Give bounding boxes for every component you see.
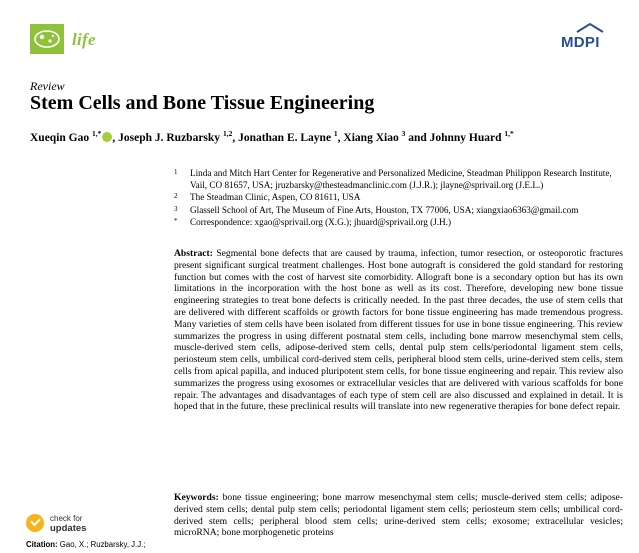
article-title: Stem Cells and Bone Tissue Engineering [30,92,375,114]
keywords [174,492,623,539]
affiliation-text: Correspondence: xgao@sprivail.org (X.G.); jhuard@sprivail.org (J.H.) [190,217,452,228]
author-affiliation-mark: 1,* [504,129,514,138]
affiliation-mark: 1 [174,168,178,176]
affiliations [174,168,624,230]
author-separator: , [112,131,119,144]
cell-glyph [30,24,64,54]
affiliation-text: The Steadman Clinic, Aspen, CO 81611, USA [190,192,361,203]
check-updates-icon [26,514,44,532]
author-name[interactable]: Johnny Huard [429,131,502,144]
affiliation-item [174,168,624,191]
citation-text: Gao, X.; Ruzbarsky, J.J.; [59,540,146,549]
affiliation-text: Linda and Mitch Hart Center for Regenerative and Personalized Medicine, Steadman Philippon Research Institute, Vail, CO 81657, USA; jruzbarsky@thesteadmanclinic.com (J.J.R.); jlayne@sprivail.org (J.E.L.) [190,168,612,190]
article-type: Review [30,79,65,93]
citation-label: Citation: [26,540,58,549]
affiliation-item [174,192,624,204]
keywords-text: bone tissue engineering; bone marrow mesenchymal stem cells; muscle-derived stem cells; adipose-derived stem cells; dental pulp stem cells; periodontal ligament stem cells; periosteum stem cells; umbilical cord-derived stem cells; peripheral blood stem cells; urine-derived stem cells; exosome; extracellular vesicles; microRNA; bone morphogenetic proteins [174,492,624,539]
check-updates-line1: check for [50,514,83,523]
affiliation-item [174,217,624,229]
check-for-updates[interactable] [26,512,96,538]
author-separator: , [232,131,239,144]
author-list [30,129,514,144]
publisher-logo [557,22,623,56]
journal-logo [30,24,98,54]
check-updates-line2: updates [50,523,87,534]
author-name[interactable]: Xiang Xiao [343,131,399,144]
affiliation-mark: 3 [174,204,178,213]
orcid-icon[interactable] [102,132,112,142]
abstract-label: Abstract: [174,248,213,259]
author-name[interactable]: Xueqin Gao [30,131,90,144]
author-affiliation-mark: 1,2 [222,129,233,138]
author-affiliation-mark: 3 [401,129,406,138]
author-separator: and [405,131,430,144]
author-name[interactable]: Joseph J. Ruzbarsky [118,131,221,144]
author-affiliation-mark: 1 [333,129,338,138]
affiliation-mark: * [174,217,178,226]
author-name[interactable]: Jonathan E. Layne [238,131,332,144]
abstract-text: Segmental bone defects that are caused by trauma, infection, tumor resection, or osteoporotic fractures present significant surgical treatment challenges. Host bone autograft is considered the gold standard for restoring function but comes with the cost of harvest site comorbidity. Allograft bone is a secondary option but has its own limitations in the incorporation with the host bone as well as its cost. Therefore, developing new bone tissue engineering strategies to treat bone defects is critically needed. In the past three decades, the use of stem cells that are delivered with different scaffolds or growth factors for bone tissue engineering has made tremendous progress. Many varieties of stem cells have been isolated from different tissues for use in bone tissue engineering. This review summarizes the progress in using different postnatal stem cells, including bone marrow mesenchymal stem cells, muscle-derived stem cells, adipose-derived stem cells, dental pulp stem cells/periodontal ligament stem cells, periosteum stem cells, umbilical cord-derived stem cells, peripheral blood stem cells, urine-derived stem cells, stem cells from apical papilla, and induced pluripotent stem cells, for bone tissue engineering and repair. This review also summarizes the progress using exosomes or extracellular vesicles that are delivered with various scaffolds for bone repair. The advantages and disadvantages of each type of stem cell are also discussed and explained in detail. It is hoped that in the future, these preclinical results will translate into new regenerative therapies for bone defect repair. [174,248,623,413]
author-affiliation-mark: 1,* [92,129,102,138]
journal-name: life [72,30,96,49]
affiliation-mark: 2 [174,192,178,201]
journal-cell-icon [30,24,64,54]
abstract [174,248,623,413]
citation [26,540,145,549]
affiliation-item [174,205,624,217]
affiliation-text: Glassell School of Art, The Museum of Fine Arts, Houston, TX 77006, USA; xiangxiao6363@gmail.com [190,204,579,215]
author-separator: , [337,131,344,144]
keywords-label: Keywords: [174,492,219,503]
publisher-name: MDPI [561,34,600,51]
